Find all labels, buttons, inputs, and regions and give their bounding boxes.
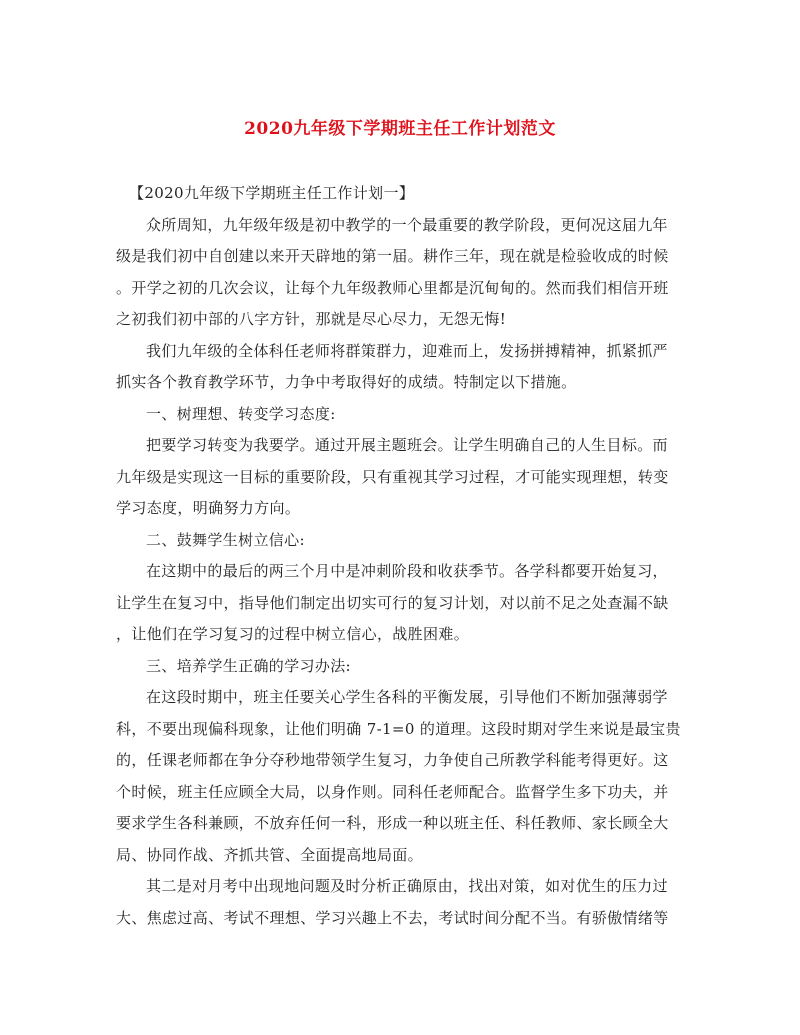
paragraph-line: 大、焦虑过高、考试不理想、学习兴趣上不去，考试时间分配不当。有骄傲情绪等 bbox=[116, 908, 669, 927]
paragraph-line: ，让他们在学习复习的过程中树立信心，战胜困难。 bbox=[116, 625, 470, 643]
paragraph-line: 局、协同作战、齐抓共管、全面提高地局面。 bbox=[116, 845, 424, 864]
paragraph-line: 科，不要出现偏科现象，让他们明确 7-1=0 的道理。这段时期对学生来说是最宝贵 bbox=[116, 719, 681, 738]
paragraph-line: 级是我们初中自创建以来开天辟地的第一届。耕作三年，现在就是检验收成的时候 bbox=[116, 247, 669, 265]
paragraph-line: 学习态度，明确努力方向。 bbox=[116, 499, 301, 517]
paragraph-line: 九年级是实现这一目标的重要阶段，只有重视其学习过程，才可能实现理想，转变 bbox=[116, 467, 669, 486]
paragraph-line: 。开学之初的几次会议，让每个九年级教师心里都是沉甸甸的。然而我们相信开班 bbox=[116, 278, 669, 297]
paragraph-line: 把要学习转变为我要学。通过开展主题班会。让学生明确自己的人生目标。而 bbox=[146, 436, 668, 454]
paragraph-line: 在这期中的最后的两三个月中是冲刺阶段和收获季节。各学科都要开始复习， bbox=[146, 562, 668, 580]
paragraph-line: 的，任课老师都在争分夺秒地带领学生复习，力争使自己所教学科能考得更好。这 bbox=[116, 751, 669, 769]
paragraph-line: 个时候，班主任应顾全大局，以身作则。同科任老师配合。监督学生多下功夫，并 bbox=[116, 782, 669, 801]
paragraph-line: 要求学生各科兼顾，不放弃任何一科，形成一种以班主任、科任教师、家长顾全大 bbox=[116, 814, 669, 832]
paragraph-line: 众所周知，九年级年级是初中教学的一个最重要的教学阶段，更何况这届九年 bbox=[146, 215, 668, 234]
paragraph-line: 之初我们初中部的八字方针，那就是尽心尽力，无怨无悔! bbox=[116, 310, 507, 328]
paragraph-line: 抓实各个教育教学环节，力争中考取得好的成绩。特制定以下措施。 bbox=[116, 373, 577, 391]
paragraph-line: 在这段时期中，班主任要关心学生各科的平衡发展，引导他们不断加强薄弱学 bbox=[146, 688, 668, 706]
section-subheading: 三、培养学生正确的学习办法: bbox=[146, 656, 351, 675]
paragraph-line: 让学生在复习中，指导他们制定出切实可行的复习计划，对以前不足之处查漏不缺 bbox=[116, 593, 669, 612]
document-title: 2020九年级下学期班主任工作计划范文 bbox=[244, 119, 556, 139]
document-body bbox=[116, 178, 688, 934]
section-subheading: 二、鼓舞学生树立信心: bbox=[146, 530, 305, 549]
paragraph-line: 其二是对月考中出现地问题及时分析正确原由，找出对策，如对优生的压力过 bbox=[146, 877, 668, 895]
paragraph-line: 我们九年级的全体科任老师将群策群力，迎难而上，发扬拼搏精神，抓紧抓严 bbox=[146, 341, 668, 360]
section-subheading: 一、树理想、转变学习态度: bbox=[146, 404, 336, 423]
section-heading: 【2020九年级下学期班主任工作计划一】 bbox=[129, 184, 415, 202]
